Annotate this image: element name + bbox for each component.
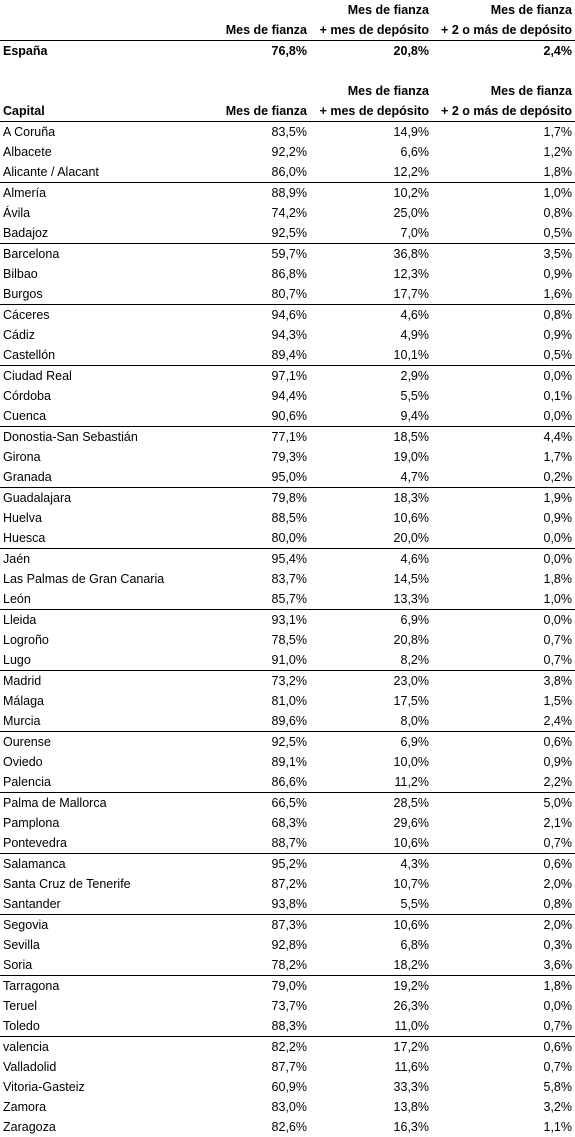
value-cell: 95,2% xyxy=(271,857,307,871)
value-cell: 12,3% xyxy=(393,267,429,281)
table-row xyxy=(0,833,575,854)
table-row xyxy=(0,549,575,570)
table-row xyxy=(0,244,575,265)
table-row xyxy=(0,162,575,183)
table-row xyxy=(0,610,575,631)
value-cell: 9,4% xyxy=(310,406,432,427)
table-row xyxy=(0,264,575,284)
value-cell: 4,6% xyxy=(400,308,429,322)
header-cell: Mes de fianza xyxy=(490,84,572,98)
value-cell: 10,7% xyxy=(393,877,429,891)
capital-name: Málaga xyxy=(3,694,44,708)
value-cell: 0,0% xyxy=(543,613,572,627)
value-cell: 0,8% xyxy=(432,894,575,915)
value-cell: 11,0% xyxy=(310,1016,432,1037)
capital-name: Badajoz xyxy=(0,223,218,244)
header-cell: Mes de fianza xyxy=(218,20,310,41)
value-cell: 88,3% xyxy=(218,1016,310,1037)
value-cell: 87,2% xyxy=(271,877,307,891)
value-cell: 13,8% xyxy=(393,1100,429,1114)
spacer-row xyxy=(0,61,575,81)
value-cell: 73,2% xyxy=(271,674,307,688)
value-cell: 0,2% xyxy=(432,467,575,488)
capital-name: Almería xyxy=(3,186,47,200)
value-cell: 2,2% xyxy=(432,772,575,793)
value-cell: 19,2% xyxy=(393,979,429,993)
table-row xyxy=(0,528,575,549)
table-row xyxy=(0,488,575,509)
value-cell: 6,9% xyxy=(400,735,429,749)
value-cell: 5,8% xyxy=(543,1080,572,1094)
value-cell: 0,0% xyxy=(432,528,575,549)
capital-name: Bilbao xyxy=(3,267,38,281)
value-cell: 86,8% xyxy=(271,267,307,281)
value-cell: 29,6% xyxy=(393,816,429,830)
table-row xyxy=(0,366,575,387)
capital-name: Toledo xyxy=(0,1016,218,1037)
capital-name: Teruel xyxy=(3,999,38,1013)
value-cell: 0,9% xyxy=(543,511,572,525)
value-cell: 81,0% xyxy=(271,694,307,708)
value-cell: 73,7% xyxy=(271,999,307,1013)
capital-name: Vitoria-Gasteiz xyxy=(3,1080,85,1094)
capital-name: Logroño xyxy=(3,633,49,647)
capital-name: Murcia xyxy=(0,711,218,732)
spain-row xyxy=(0,41,575,62)
value-cell: 0,0% xyxy=(543,552,572,566)
value-cell: 86,6% xyxy=(218,772,310,793)
table-row xyxy=(0,793,575,814)
value-cell: 1,0% xyxy=(543,186,572,200)
value-cell: 13,3% xyxy=(310,589,432,610)
summary-header-row-1 xyxy=(0,0,575,20)
value-cell: 79,3% xyxy=(271,450,307,464)
value-cell: 8,2% xyxy=(310,650,432,671)
header-cell xyxy=(218,81,310,101)
value-cell: 2,9% xyxy=(400,369,429,383)
value-cell: 82,2% xyxy=(271,1040,307,1054)
capital-name: Zaragoza xyxy=(3,1120,56,1134)
value-cell: 82,6% xyxy=(271,1120,307,1134)
header-cell: + mes de depósito xyxy=(310,20,432,41)
capital-name: Soria xyxy=(0,955,218,976)
header-cell: Mes de fianza xyxy=(347,3,429,17)
capital-name: Oviedo xyxy=(3,755,43,769)
value-cell: 10,1% xyxy=(310,345,432,366)
value-cell: 4,7% xyxy=(310,467,432,488)
value-cell: 68,3% xyxy=(271,816,307,830)
capital-name: Ávila xyxy=(3,206,31,220)
table-row xyxy=(0,630,575,650)
value-cell: 17,5% xyxy=(393,694,429,708)
value-cell: 19,0% xyxy=(393,450,429,464)
value-cell: 4,3% xyxy=(400,857,429,871)
table-row xyxy=(0,386,575,406)
value-cell: 10,6% xyxy=(393,918,429,932)
table-row xyxy=(0,650,575,671)
capital-name: Santander xyxy=(0,894,218,915)
table-row xyxy=(0,996,575,1016)
table-row xyxy=(0,976,575,997)
capital-name: Ourense xyxy=(3,735,51,749)
capital-name: A Coruña xyxy=(3,125,56,139)
value-cell: 0,7% xyxy=(432,833,575,854)
capital-header-row-2 xyxy=(0,101,575,122)
value-cell: 91,0% xyxy=(218,650,310,671)
value-cell: 20,0% xyxy=(310,528,432,549)
value-cell: 0,7% xyxy=(543,633,572,647)
value-cell: 0,5% xyxy=(432,345,575,366)
value-cell: 5,5% xyxy=(400,389,429,403)
table-row xyxy=(0,284,575,305)
value-cell: 83,5% xyxy=(271,125,307,139)
value-cell: 10,2% xyxy=(393,186,429,200)
capital-name: Las Palmas de Gran Canaria xyxy=(3,572,165,586)
header-cell xyxy=(0,0,218,20)
value-cell: 0,8% xyxy=(543,206,572,220)
value-cell: 88,9% xyxy=(271,186,307,200)
capital-name: Pamplona xyxy=(3,816,60,830)
value-cell: 0,6% xyxy=(543,1040,572,1054)
value-cell: 0,9% xyxy=(543,328,572,342)
capital-name: Donostia-San Sebastián xyxy=(3,430,138,444)
capital-name: Jaén xyxy=(3,552,31,566)
value-cell: 60,9% xyxy=(271,1080,307,1094)
table-row xyxy=(0,732,575,753)
value-cell: 85,7% xyxy=(218,589,310,610)
value-cell: 10,6% xyxy=(393,511,429,525)
value-cell: 86,0% xyxy=(218,162,310,183)
value-cell: 89,4% xyxy=(218,345,310,366)
value-cell: 92,2% xyxy=(271,145,307,159)
table-row xyxy=(0,223,575,244)
value-cell: 0,0% xyxy=(432,406,575,427)
value-cell: 83,0% xyxy=(271,1100,307,1114)
value-cell: 8,0% xyxy=(310,711,432,732)
value-cell: 11,2% xyxy=(310,772,432,793)
value-cell: 59,7% xyxy=(271,247,307,261)
table-row xyxy=(0,447,575,467)
capital-name: Huesca xyxy=(0,528,218,549)
value-cell: 17,2% xyxy=(393,1040,429,1054)
value-cell: 3,2% xyxy=(543,1100,572,1114)
capital-name: Valladolid xyxy=(3,1060,57,1074)
value-cell: 0,7% xyxy=(432,650,575,671)
value-cell: 2,4% xyxy=(432,711,575,732)
capital-name: Burgos xyxy=(0,284,218,305)
value-cell: 88,5% xyxy=(271,511,307,525)
value-cell: 12,2% xyxy=(310,162,432,183)
capital-name: Huelva xyxy=(3,511,42,525)
value-cell: 2,0% xyxy=(543,877,572,891)
capital-name: Girona xyxy=(3,450,41,464)
value-cell: 17,7% xyxy=(310,284,432,305)
capital-name: Granada xyxy=(0,467,218,488)
value-cell: 92,5% xyxy=(218,223,310,244)
capital-name: Tarragona xyxy=(3,979,60,993)
value-cell: 0,7% xyxy=(432,1016,575,1037)
value-cell: 1,0% xyxy=(432,589,575,610)
table-row xyxy=(0,325,575,345)
capital-name: Sevilla xyxy=(3,938,40,952)
value-cell: 0,9% xyxy=(543,267,572,281)
value-cell: 3,8% xyxy=(543,674,572,688)
value-cell: 79,0% xyxy=(271,979,307,993)
value-cell: 0,7% xyxy=(543,1060,572,1074)
capital-name: Guadalajara xyxy=(3,491,72,505)
value-cell: 95,4% xyxy=(271,552,307,566)
value-cell: 0,9% xyxy=(543,755,572,769)
capital-header-row-1 xyxy=(0,81,575,101)
table-row xyxy=(0,772,575,793)
table-row xyxy=(0,345,575,366)
table-row xyxy=(0,813,575,833)
value-cell: 28,5% xyxy=(393,796,429,810)
value-cell: 1,7% xyxy=(543,450,572,464)
value-cell: 10,0% xyxy=(393,755,429,769)
table-row xyxy=(0,854,575,875)
capital-name: Santa Cruz de Tenerife xyxy=(3,877,131,891)
value-cell: 0,1% xyxy=(543,389,572,403)
table-row xyxy=(0,671,575,692)
capital-name: Salamanca xyxy=(3,857,66,871)
capital-name: Cuenca xyxy=(0,406,218,427)
capital-name: Barcelona xyxy=(3,247,60,261)
table-row xyxy=(0,508,575,528)
capital-name: Segovia xyxy=(3,918,49,932)
table-row xyxy=(0,142,575,162)
value-cell: 95,0% xyxy=(218,467,310,488)
value-cell: 89,1% xyxy=(271,755,307,769)
capital-name: Albacete xyxy=(3,145,52,159)
value-cell: 79,8% xyxy=(271,491,307,505)
capital-name: Castellón xyxy=(0,345,218,366)
value-cell: 18,5% xyxy=(393,430,429,444)
value-cell: 25,0% xyxy=(393,206,429,220)
value-cell: 6,9% xyxy=(400,613,429,627)
value-cell: 83,7% xyxy=(271,572,307,586)
header-cell: Mes de fianza xyxy=(490,3,572,17)
table-row xyxy=(0,183,575,204)
value-cell: 80,0% xyxy=(218,528,310,549)
value-cell: 78,5% xyxy=(271,633,307,647)
header-cell: + 2 o más de depósito xyxy=(432,20,575,41)
table-row xyxy=(0,935,575,955)
value-cell: 74,2% xyxy=(271,206,307,220)
table-row xyxy=(0,589,575,610)
value-cell: 10,6% xyxy=(310,833,432,854)
value-cell: 1,7% xyxy=(543,125,572,139)
value-cell: 93,1% xyxy=(271,613,307,627)
header-cell: Mes de fianza xyxy=(347,84,429,98)
value-cell: 3,5% xyxy=(543,247,572,261)
value-cell: 1,1% xyxy=(543,1120,572,1134)
header-cell: Mes de fianza xyxy=(218,101,310,122)
value-cell: 87,7% xyxy=(271,1060,307,1074)
table-row xyxy=(0,122,575,143)
table-row xyxy=(0,894,575,915)
capital-name: Pontevedra xyxy=(0,833,218,854)
capital-name: Palma de Mallorca xyxy=(3,796,107,810)
value-cell: 0,0% xyxy=(543,369,572,383)
value-cell: 20,8% xyxy=(393,44,429,58)
value-cell: 26,3% xyxy=(393,999,429,1013)
header-cell xyxy=(0,81,218,101)
capital-name: León xyxy=(0,589,218,610)
value-cell: 94,3% xyxy=(271,328,307,342)
summary-header-row-2 xyxy=(0,20,575,41)
value-cell: 76,8% xyxy=(271,44,307,58)
table-row xyxy=(0,1117,575,1137)
value-cell: 2,4% xyxy=(543,44,572,58)
value-cell: 11,6% xyxy=(394,1060,429,1074)
table-row xyxy=(0,752,575,772)
value-cell: 0,6% xyxy=(543,735,572,749)
table-row xyxy=(0,569,575,589)
value-cell: 7,0% xyxy=(310,223,432,244)
table-row xyxy=(0,1016,575,1037)
value-cell: 97,1% xyxy=(271,369,307,383)
value-cell: 4,9% xyxy=(400,328,429,342)
value-cell: 92,8% xyxy=(271,938,307,952)
value-cell: 3,6% xyxy=(432,955,575,976)
value-cell: 14,5% xyxy=(393,572,429,586)
value-cell: 16,3% xyxy=(393,1120,429,1134)
value-cell: 77,1% xyxy=(271,430,307,444)
value-cell: 0,0% xyxy=(543,999,572,1013)
value-cell: 1,2% xyxy=(543,145,572,159)
table-row xyxy=(0,1097,575,1117)
value-cell: 0,6% xyxy=(543,857,572,871)
value-cell: 5,5% xyxy=(310,894,432,915)
header-cell: + mes de depósito xyxy=(310,101,432,122)
value-cell: 4,4% xyxy=(543,430,572,444)
value-cell: 2,1% xyxy=(543,816,572,830)
value-cell: 1,9% xyxy=(543,491,572,505)
table-row xyxy=(0,874,575,894)
value-cell: 36,8% xyxy=(393,247,429,261)
header-cell xyxy=(218,0,310,20)
table-row xyxy=(0,203,575,223)
table-row xyxy=(0,427,575,448)
value-cell: 0,3% xyxy=(543,938,572,952)
value-cell: 18,2% xyxy=(310,955,432,976)
table-row xyxy=(0,955,575,976)
value-cell: 2,0% xyxy=(543,918,572,932)
value-cell: 94,4% xyxy=(271,389,307,403)
value-cell: 20,8% xyxy=(393,633,429,647)
value-cell: 6,8% xyxy=(400,938,429,952)
value-cell: 90,6% xyxy=(218,406,310,427)
value-cell: 92,5% xyxy=(271,735,307,749)
capital-name: valencia xyxy=(3,1040,49,1054)
capital-name: Ciudad Real xyxy=(3,369,72,383)
value-cell: 1,8% xyxy=(543,979,572,993)
capital-name: Alicante / Alacant xyxy=(0,162,218,183)
table-row xyxy=(0,691,575,711)
capital-name: Palencia xyxy=(0,772,218,793)
value-cell: 5,0% xyxy=(543,796,572,810)
value-cell: 0,5% xyxy=(432,223,575,244)
value-cell: 14,9% xyxy=(393,125,429,139)
value-cell: 1,8% xyxy=(543,572,572,586)
capital-name: Cádiz xyxy=(3,328,35,342)
value-cell: 1,6% xyxy=(432,284,575,305)
value-cell: 1,5% xyxy=(543,694,572,708)
capital-name: Lugo xyxy=(0,650,218,671)
table-row xyxy=(0,406,575,427)
value-cell: 1,8% xyxy=(432,162,575,183)
table-row xyxy=(0,1057,575,1077)
header-cell: + 2 o más de depósito xyxy=(432,101,575,122)
value-cell: 4,6% xyxy=(400,552,429,566)
row-label: España xyxy=(3,44,48,58)
value-cell: 94,6% xyxy=(271,308,307,322)
capital-name: Córdoba xyxy=(3,389,51,403)
table-row xyxy=(0,305,575,326)
value-cell: 78,2% xyxy=(218,955,310,976)
table-row xyxy=(0,711,575,732)
capital-name: Cáceres xyxy=(3,308,50,322)
value-cell: 80,7% xyxy=(218,284,310,305)
capital-name: Madrid xyxy=(3,674,42,688)
header-cell xyxy=(0,20,218,41)
table-row xyxy=(0,467,575,488)
value-cell: 23,0% xyxy=(393,674,429,688)
value-cell: 89,6% xyxy=(218,711,310,732)
table-row xyxy=(0,915,575,936)
value-cell: 87,3% xyxy=(271,918,307,932)
table-row xyxy=(0,1077,575,1097)
value-cell: 93,8% xyxy=(218,894,310,915)
value-cell: 18,3% xyxy=(393,491,429,505)
capital-name: Zamora xyxy=(3,1100,47,1114)
header-cell: Capital xyxy=(0,101,218,122)
capital-name: Lleida xyxy=(3,613,37,627)
value-cell: 66,5% xyxy=(271,796,307,810)
value-cell: 33,3% xyxy=(393,1080,429,1094)
table-row xyxy=(0,1037,575,1058)
value-cell: 0,8% xyxy=(543,308,572,322)
value-cell: 6,6% xyxy=(400,145,429,159)
value-cell: 88,7% xyxy=(218,833,310,854)
